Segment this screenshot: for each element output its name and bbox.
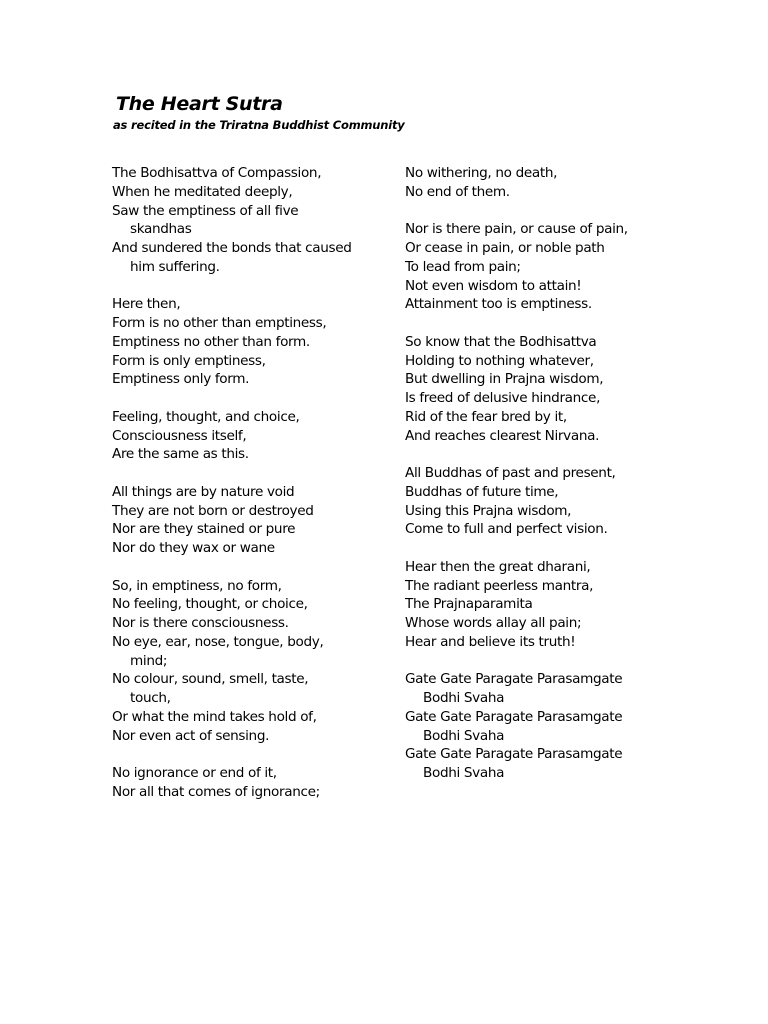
stanza xyxy=(112,408,382,464)
verse-line: So know that the Bodhisattva xyxy=(405,333,597,350)
verse-line-continuation: him suffering. xyxy=(130,258,220,275)
verse-line: Buddhas of future time, xyxy=(405,483,559,500)
verse-line: Consciousness itself, xyxy=(112,427,247,444)
verse-line: They are not born or destroyed xyxy=(112,502,314,519)
verse-line: And reaches clearest Nirvana. xyxy=(405,427,600,444)
verse-line: Attainment too is emptiness. xyxy=(405,296,592,313)
stanza xyxy=(112,577,382,746)
verse-line: Saw the emptiness of all five xyxy=(112,202,299,219)
stanza xyxy=(112,483,382,558)
verse-line: Rid of the fear bred by it, xyxy=(405,408,567,425)
verse-line: Gate Gate Paragate Parasamgate xyxy=(405,671,623,688)
verse-line: Form is no other than emptiness, xyxy=(112,315,327,331)
verse-line: Or cease in pain, or noble path xyxy=(405,240,605,256)
verse-line: No withering, no death, xyxy=(405,165,558,181)
verse-line: Nor is there consciousness. xyxy=(112,615,289,631)
verse-line: Here then, xyxy=(112,296,181,313)
verse-line: When he meditated deeply, xyxy=(112,183,293,200)
verse-line: No eye, ear, nose, tongue, body, xyxy=(112,633,324,650)
verse-line: The Bodhisattva of Compassion, xyxy=(112,165,322,181)
verse-line: Not even wisdom to attain! xyxy=(405,277,582,294)
verse-line-continuation: touch, xyxy=(130,690,171,706)
stanza xyxy=(112,764,382,802)
verse-line: No colour, sound, smell, taste, xyxy=(112,671,309,688)
verse-line: No feeling, thought, or choice, xyxy=(112,596,308,613)
verse-line: To lead from pain; xyxy=(405,258,521,275)
verse-line: Form is only emptiness, xyxy=(112,352,266,369)
verse-line-continuation: skandhas xyxy=(130,221,192,238)
verse-line: So, in emptiness, no form, xyxy=(112,577,282,594)
verse-line: Gate Gate Paragate Parasamgate xyxy=(405,708,623,725)
verse-line: Are the same as this. xyxy=(112,446,249,463)
verse-line: The Prajnaparamita xyxy=(405,596,533,613)
verse-line: Nor even act of sensing. xyxy=(112,727,270,744)
verse-line: No ignorance or end of it, xyxy=(112,765,277,781)
left-column xyxy=(112,164,382,820)
right-column xyxy=(405,164,705,802)
verse-line: Emptiness no other than form. xyxy=(112,333,310,350)
verse-line: The radiant peerless mantra, xyxy=(405,577,594,594)
stanza xyxy=(112,164,382,277)
document-title: The Heart Sutra xyxy=(116,93,283,115)
verse-line: Hear and believe its truth! xyxy=(405,633,576,650)
verse-line: Gate Gate Paragate Parasamgate xyxy=(405,746,623,763)
document-subtitle: as recited in the Triratna Buddhist Community xyxy=(113,118,405,132)
verse-line: Holding to nothing whatever, xyxy=(405,352,594,369)
verse-line: Nor all that comes of ignorance; xyxy=(112,783,320,800)
verse-line: All things are by nature void xyxy=(112,483,295,500)
verse-line: All Buddhas of past and present, xyxy=(405,465,616,481)
verse-line: Feeling, thought, and choice, xyxy=(112,408,300,425)
verse-line-continuation: mind; xyxy=(130,652,168,669)
verse-line: Whose words allay all pain; xyxy=(405,615,582,631)
stanza xyxy=(405,558,705,652)
verse-line: Nor are they stained or pure xyxy=(112,521,296,538)
verse-line-continuation: Bodhi Svaha xyxy=(423,727,505,744)
stanza xyxy=(112,295,382,389)
verse-line: Nor is there pain, or cause of pain, xyxy=(405,221,628,238)
verse-line: But dwelling in Prajna wisdom, xyxy=(405,371,604,388)
verse-line: No end of them. xyxy=(405,183,510,200)
verse-line-continuation: Bodhi Svaha xyxy=(423,690,505,706)
stanza xyxy=(405,220,705,314)
stanza xyxy=(405,164,705,202)
verse-line: Using this Prajna wisdom, xyxy=(405,502,572,519)
stanza xyxy=(405,464,705,539)
verse-line-continuation: Bodhi Svaha xyxy=(423,765,505,781)
verse-line: And sundered the bonds that caused xyxy=(112,240,352,256)
verse-line: Hear then the great dharani, xyxy=(405,558,591,575)
stanza xyxy=(405,333,705,446)
stanza xyxy=(405,670,705,783)
verse-line: Come to full and perfect vision. xyxy=(405,521,608,538)
verse-line: Is freed of delusive hindrance, xyxy=(405,390,601,406)
verse-line: Emptiness only form. xyxy=(112,371,250,388)
verse-line: Or what the mind takes hold of, xyxy=(112,708,317,725)
verse-line: Nor do they wax or wane xyxy=(112,540,275,556)
